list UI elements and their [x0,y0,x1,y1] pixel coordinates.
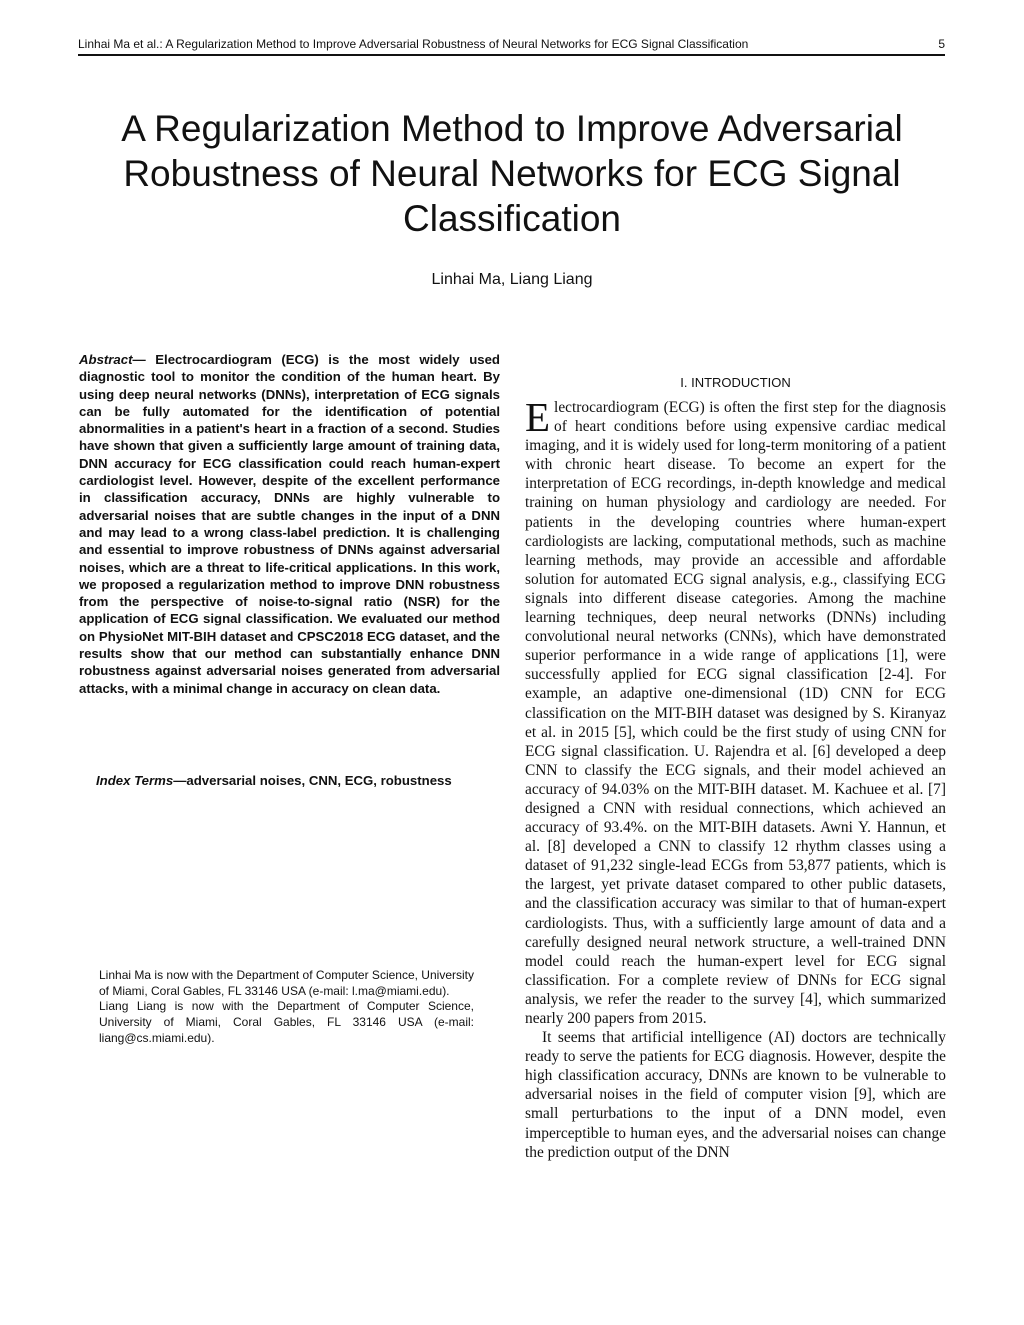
author-list: Linhai Ma, Liang Liang [431,271,593,288]
abstract-text: Electrocardiogram (ECG) is the most widely used diagnostic tool to monitor the condition of the human heart. By using deep neural networks (DNNs), interpretation of ECG signals can be fully automated for the identification of potential abnormalities in a patient's heart in a fraction of a second. Studies have shown that given a sufficiently large amount of training data, DNN accuracy for ECG classification could reach human-expert cardiologist level. However, despite of the excellent performance in classification accuracy, DNNs are highly vulnerable to adversarial noises that are subtle changes in the input of a DNN and may lead to a wrong class-label prediction. It is challenging and essential to improve robustness of DNNs against adversarial noises, which are a threat to life-critical applications. In this work, we proposed a regularization method to improve DNN robustness from the perspective of noise-to-signal ratio (NSR) for the application of ECG signal classification. We evaluated our method on PhysioNet MIT-BIH dataset and CPSC2018 ECG dataset, and the results show that our method can substantially enhance DNN robustness against adversarial noises generated from adversarial attacks, with a minimal change in accuracy on clean data. [79,352,500,696]
introduction-paragraph [525,394,946,1028]
abstract [79,351,500,697]
abstract-label: Abstract [79,352,133,367]
introduction-body [525,394,946,1162]
section-heading-introduction: I. INTRODUCTION [680,375,791,390]
index-terms [79,772,500,789]
running-header-title: Linhai Ma et al.: A Regularization Method to Improve Adversarial Robustness of Neural Networks for ECG Signal Classification [78,37,749,51]
header-rule [78,54,945,56]
affiliation-first-author: Linhai Ma is now with the Department of Computer Science, University of Miami, Coral Gables, FL 33146 USA (e-mail: l.ma@miami.edu). [99,968,474,998]
index-terms-text: adversarial noises, CNN, ECG, robustness [186,773,452,788]
affiliation-footnote [99,968,474,1047]
running-header [78,36,945,52]
drop-cap: E [525,394,551,440]
page-number: 5 [938,37,945,51]
index-terms-label: Index Terms [96,773,174,788]
abstract-separator: — [132,352,156,367]
paragraph-text: lectrocardiogram (ECG) is often the first step for the diagnosis of heart conditions before using expensive cardiac medical imaging, and it is widely used for long-term monitoring of a patient with chronic heart disease. To become an expert for the interpretation of ECG recordings, in-depth knowledge and medical training on human physiology and cardiology are needed. For patients in the developing countries where human-expert cardiologists are lacking, computational methods, such as machine learning methods, may provide an accessible and affordable solution for automated ECG signal analysis, e.g., classifying ECG signals into different disease categories. Among the machine learning techniques, deep neural networks (DNNs) including convolutional neural networks (CNNs), which have demonstrated superior performance in a wide range of applications [1], were successfully applied for ECG signal classification [2-4]. For example, an adaptive one-dimensional (1D) CNN for ECG classification on the MIT-BIH dataset was designed by S. Kiranyaz et al. in 2015 [5], which could be the first study of using CNN for ECG signal classification. U. Rajendra et al. [6] developed a deep CNN to classify the ECG signals, and their model achieved an accuracy of 94.03% on the MIT-BIH dataset. M. Kachuee et al. [7] designed a CNN with residual connections, which achieved an accuracy of 93.4%. on the MIT-BIH datasets. Awni Y. Hannun, et al. [8] developed a CNN to classify 12 rhythm classes using a dataset of 91,232 single-lead ECGs from 53,877 patients, which is the largest, yet private dataset compared to other public datasets, and the classification accuracy was similar to that of human-expert cardiologists. Thus, with a sufficiently large amount of data and a carefully designed neural network structure, a well-trained DNN model could reach the human-expert level for ECG signal classification. For a complete review of DNNs for ECG signal analysis, we refer the reader to the survey [4], which summarized nearly 200 papers from 2015. [525,399,946,1027]
index-terms-separator: — [173,773,187,788]
introduction-paragraph: It seems that artificial intelligence (AI) doctors are technically ready to serve the patients for ECG diagnosis. However, despite the high classification accuracy, DNNs are known to be vulnerable to adversarial noises in the field of computer vision [9], which are small perturbations to the input of a DNN model, even imperceptible to human eyes, and the adversarial noises can change the prediction output of the DNN [525,1029,946,1161]
affiliation-second-author: Liang Liang is now with the Department of Computer Science, University of Miami, Coral Gables, FL 33146 USA (e-mail: liang@cs.miami.edu). [99,999,474,1045]
paper-title: A Regularization Method to Improve Adversarial Robustness of Neural Networks for ECG Signal Classification [121,108,903,239]
